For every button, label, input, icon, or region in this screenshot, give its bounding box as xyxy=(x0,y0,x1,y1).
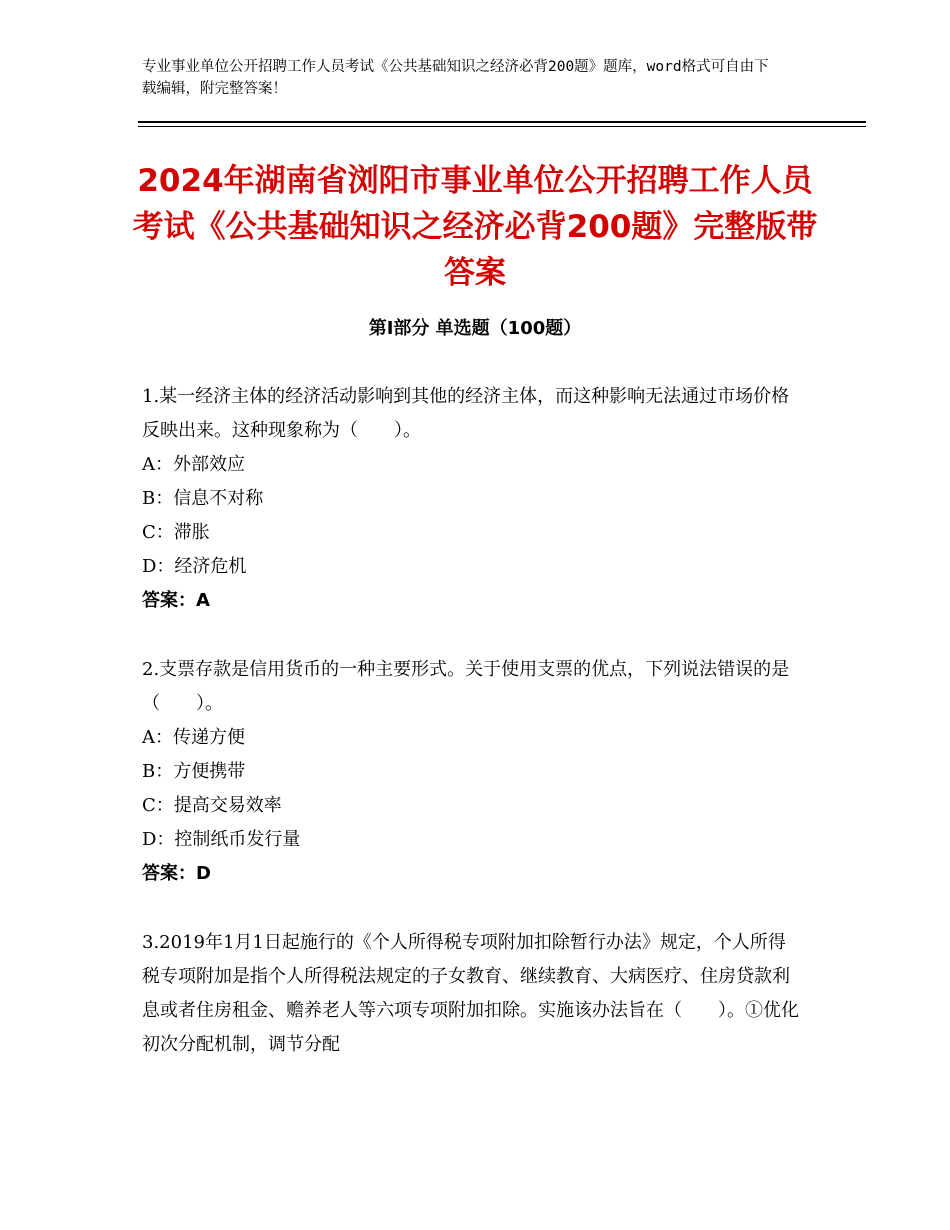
question-text: 1.某一经济主体的经济活动影响到其他的经济主体，而这种影响无法通过市场价格反映出来。这种现象称为（ ）。 xyxy=(142,386,790,441)
answer-line: 答案：D xyxy=(142,863,211,884)
header-rule-thick xyxy=(138,121,866,123)
header-note: 专业事业单位公开招聘工作人员考试《公共基础知识之经济必背200题》题库，word格式可自由下载编辑，附完整答案！ xyxy=(142,59,769,97)
question-text: 3.2019年1月1日起施行的《个人所得税专项附加扣除暂行办法》规定，个人所得税专项附加是指个人所得税法规定的子女教育、继续教育、大病医疗、住房贷款利息或者住房租金、赡养老人等六项专项附加扣除。实施该办法旨在（ ）。①优化初次分配机制，调节分配 xyxy=(142,932,799,1055)
section-heading: 第I部分 单选题（100题） xyxy=(368,318,582,339)
option-list xyxy=(142,448,802,584)
option-a: A：外部效应 xyxy=(142,454,245,475)
question-text: 2.支票存款是信用货币的一种主要形式。关于使用支票的优点，下列说法错误的是（ ）。 xyxy=(142,659,790,714)
header-rule-thin xyxy=(138,126,866,127)
option-a: A：传递方便 xyxy=(142,727,245,748)
option-d: D：控制纸币发行量 xyxy=(142,829,301,850)
option-d: D：经济危机 xyxy=(142,556,247,577)
question-3 xyxy=(142,926,802,1062)
option-c: C：提高交易效率 xyxy=(142,795,282,816)
option-c: C：滞胀 xyxy=(142,522,210,543)
document-title: 2024年湖南省浏阳市事业单位公开招聘工作人员考试《公共基础知识之经济必背200题》完整版带答案 xyxy=(132,163,818,291)
question-1 xyxy=(142,380,802,618)
option-b: B：方便携带 xyxy=(142,761,246,782)
option-b: B：信息不对称 xyxy=(142,488,264,509)
question-2 xyxy=(142,653,802,891)
answer-line: 答案：A xyxy=(142,590,210,611)
option-list xyxy=(142,721,802,857)
